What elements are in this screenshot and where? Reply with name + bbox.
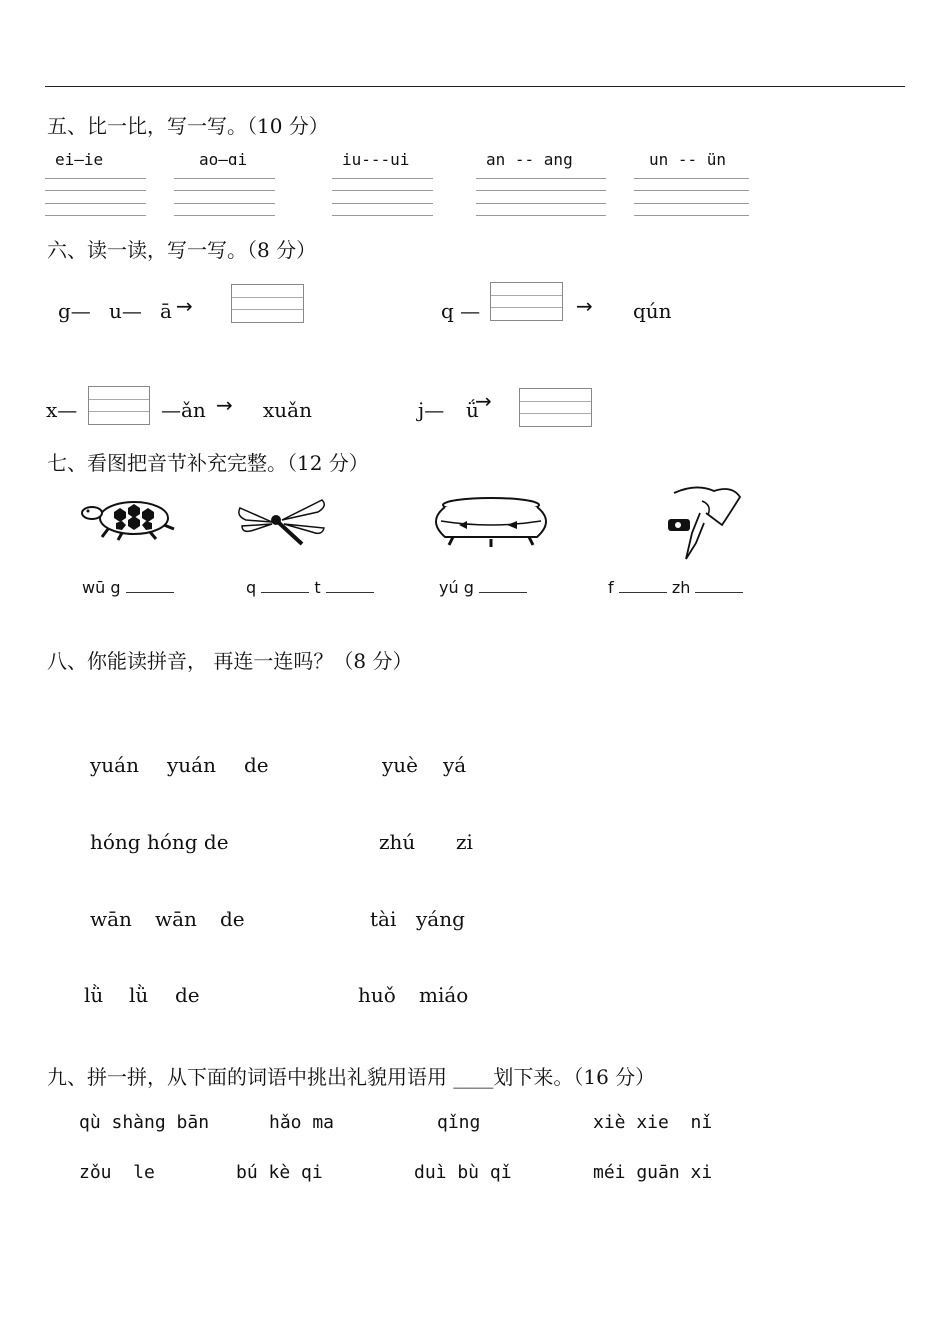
- phrase-qu-shang-ban[interactable]: qù shàng bān: [79, 1112, 210, 1133]
- phrase-mei-guan-xi[interactable]: méi guān xi: [593, 1162, 713, 1183]
- arrow-right-icon: →: [475, 389, 492, 413]
- right-word-4b[interactable]: miáo: [419, 983, 469, 1007]
- pair-un-un: un -- ün: [649, 150, 727, 169]
- phrase-dui-bu-qi[interactable]: duì bù qǐ: [414, 1162, 512, 1183]
- turtle-icon: [78, 495, 182, 541]
- dragonfly-icon: [232, 492, 332, 548]
- phrase-qing[interactable]: qǐng: [437, 1112, 481, 1133]
- wind-figure-icon: [656, 483, 748, 561]
- left-word-3a[interactable]: wān: [90, 907, 132, 931]
- right-word-1a[interactable]: yuè: [382, 753, 419, 777]
- arrow-right-icon: →: [576, 294, 593, 318]
- blank-field[interactable]: [619, 578, 667, 593]
- spell-g: g—: [58, 299, 91, 323]
- left-word-4a[interactable]: lǜ: [84, 983, 104, 1007]
- writing-lines-3[interactable]: [332, 178, 433, 216]
- left-word-4b[interactable]: lǜ: [129, 983, 149, 1007]
- section-8-title: 八、你能读拼音， 再连一连吗？（8 分）: [47, 649, 413, 673]
- pair-iu-ui: iu---ui: [342, 150, 410, 169]
- blank-field[interactable]: [479, 578, 527, 593]
- section-6-title: 六、读一读，写一写。（8 分）: [47, 238, 317, 262]
- right-word-1b[interactable]: yá: [443, 753, 467, 777]
- left-word-2[interactable]: hóng hóng de: [90, 830, 229, 854]
- spell-x: x—: [46, 398, 78, 422]
- phrase-hao-ma[interactable]: hǎo ma: [269, 1112, 335, 1133]
- spell-q: q —: [441, 299, 481, 323]
- syllable-wugui: wū g: [82, 578, 174, 597]
- arrow-right-icon: →: [176, 294, 193, 318]
- spell-u: u—: [109, 299, 142, 323]
- spell-j: j—: [418, 398, 445, 422]
- right-word-3b[interactable]: yáng: [416, 907, 465, 931]
- right-word-3a[interactable]: tài: [370, 907, 397, 931]
- answer-box-2[interactable]: [490, 282, 563, 321]
- spell-v: ǘ: [466, 398, 479, 422]
- writing-lines-4[interactable]: [476, 178, 606, 216]
- syllable-yugang: yú g: [439, 578, 527, 597]
- syllable-qingting: q t: [246, 578, 374, 597]
- writing-lines-1[interactable]: [45, 178, 146, 216]
- right-word-2b[interactable]: zi: [456, 830, 473, 854]
- writing-lines-2[interactable]: [174, 178, 275, 216]
- pair-ao-ai: ao—ɑi: [199, 150, 248, 169]
- phrase-bu-ke-qi[interactable]: bú kè qi: [236, 1162, 323, 1183]
- pair-an-ang: an -- ang: [486, 150, 573, 169]
- blank-field[interactable]: [126, 578, 174, 593]
- phrase-zou-le[interactable]: zǒu le: [79, 1162, 155, 1183]
- right-word-2a[interactable]: zhú: [379, 830, 416, 854]
- left-word-3b[interactable]: wān: [155, 907, 197, 931]
- left-word-3c[interactable]: de: [220, 907, 245, 931]
- blank-field[interactable]: [695, 578, 743, 593]
- section-5-title: 五、比一比，写一写。（10 分）: [47, 114, 329, 138]
- syllable-fengzheng: f zh: [608, 578, 743, 597]
- left-word-1b[interactable]: yuán: [167, 753, 216, 777]
- left-word-1c[interactable]: de: [244, 753, 269, 777]
- left-word-1a[interactable]: yuán: [90, 753, 139, 777]
- answer-box-3[interactable]: [88, 386, 150, 425]
- result-xuan: xuǎn: [263, 398, 312, 422]
- answer-box-1[interactable]: [231, 284, 304, 323]
- blank-field[interactable]: [261, 578, 309, 593]
- writing-lines-5[interactable]: [634, 178, 749, 216]
- section-7-title: 七、看图把音节补充完整。（12 分）: [47, 451, 369, 475]
- result-qun: qún: [633, 299, 672, 323]
- spell-an: —ǎn: [161, 398, 206, 422]
- section-9-title: 九、拼一拼，从下面的词语中挑出礼貌用语用 ____划下来。（16 分）: [47, 1065, 656, 1089]
- arrow-right-icon: →: [216, 393, 233, 417]
- top-rule: [45, 86, 905, 87]
- left-word-4c[interactable]: de: [175, 983, 200, 1007]
- phrase-xie-xie-ni[interactable]: xiè xie nǐ: [593, 1112, 713, 1133]
- fishbowl-icon: [423, 495, 561, 549]
- right-word-4a[interactable]: huǒ: [358, 983, 396, 1007]
- pair-ei-ie: ei—ie: [55, 150, 104, 169]
- blank-field[interactable]: [326, 578, 374, 593]
- spell-a: ā: [160, 299, 172, 323]
- answer-box-4[interactable]: [519, 388, 592, 427]
